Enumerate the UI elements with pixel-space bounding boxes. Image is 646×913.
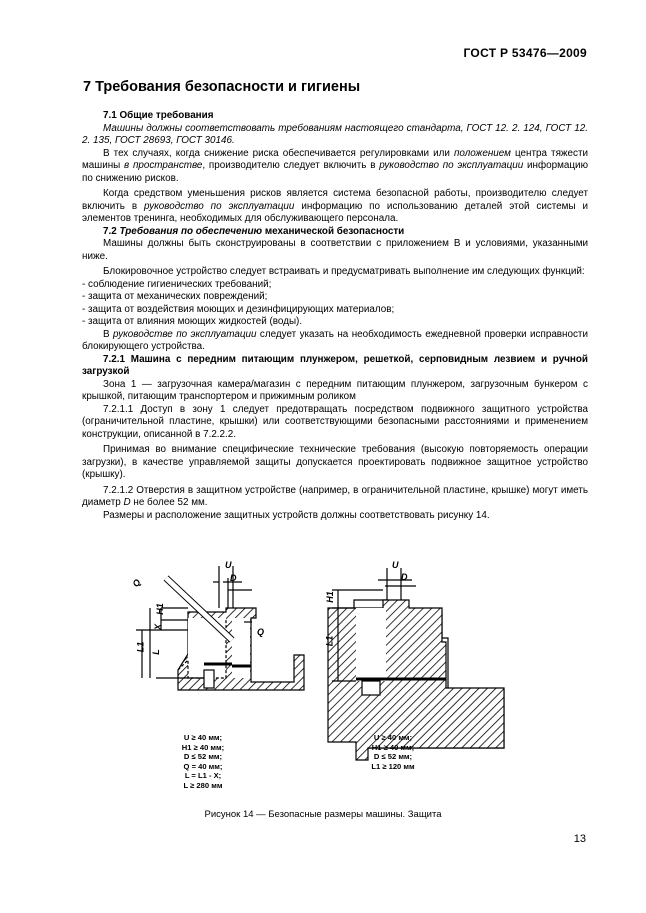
label-u: U (225, 560, 232, 570)
list-item: - защита от воздействия моющих и дезинфицирующих материалов; (82, 303, 395, 315)
label-u-right: U (392, 560, 399, 570)
figure-14 (106, 560, 526, 810)
label-q-small: Q (257, 627, 265, 637)
paragraph: Машины должны быть сконструированы в соответствии с приложением В и условиями, указанными ниже. (82, 238, 588, 262)
paragraph: В тех случаях, когда снижение риска обеспечивается регулировками или положением центра тяжести машины в пространстве, производителю следует включить в руководство по эксплуатации информацию по снижению рисков. (82, 147, 588, 184)
label-l: L (150, 649, 161, 655)
label-x: X (153, 623, 164, 631)
paragraph: Машины должны соответствовать требованиям настоящего стандарта, ГОСТ 12. 2. 124, ГОСТ 12. 2. 135, ГОСТ 28693, ГОСТ 30146. (82, 122, 588, 146)
label-d-right: D (401, 572, 408, 582)
paragraph: В руководстве по эксплуатации следует указать на необходимость ежедневной проверки исправности блокирующего устройства. (82, 328, 588, 352)
paragraph: 7.2.1.2 Отверстия в защитном устройстве (например, в ограничительной пластине, крышке) могут иметь диаметр D не более 52 мм. (82, 484, 588, 508)
label-l1: L1 (135, 641, 146, 653)
label-q: Q (130, 577, 143, 589)
paragraph: Принимая во внимание специфические технические требования (высокую повторяемость операции загрузки), в качестве управляемой защиты допускается проектировать подвижное защитное устройство (крышку). (82, 444, 588, 480)
label-h1-right: H1 (324, 591, 335, 603)
label-h1: H1 (154, 603, 165, 615)
list-item: - защита от влияния моющих жидкостей (воды). (82, 316, 303, 327)
right-dimensions: U ≥ 40 мм; H1 ≥ 40 мм; D ≤ 52 мм; L1 ≥ 120 мм (371, 733, 415, 771)
label-l1-right: L1 (324, 635, 335, 647)
body-text (82, 110, 588, 522)
paragraph: Когда средством уменьшения рисков является система безопасной работы, производителю следует включить в руководство по эксплуатации информацию по использованию деталей этой системы и элементов тренинга, необходимых для обслуживающего персонала. (82, 188, 588, 224)
list-item: - защита от механических повреждений; (82, 291, 268, 302)
figure-caption: Рисунок 14 — Безопасные размеры машины. Защита (204, 809, 442, 820)
left-dimensions: U ≥ 40 мм; H1 ≥ 40 мм; D ≤ 52 мм; Q = 40 мм; L = L1 - X; L ≥ 280 мм (181, 733, 225, 790)
paragraph: Размеры и расположение защитных устройств должны соответствовать рисунку 14. (103, 509, 490, 521)
label-d: D (230, 573, 237, 583)
subsection-7-2-1-title: 7.2.1 Машина с передним питающим плунжером, решеткой, серповидным лезвием и ручной загрузкой (82, 353, 588, 377)
paragraph: 7.2.1.1 Доступ в зону 1 следует предотвращать посредством подвижного защитного устройства (ограничительной пластине, крышки) или соответствующими безопасными расстояниями и применением конструкции, описанной в 7.2.2.2. (82, 403, 588, 440)
right-drawing (328, 568, 504, 760)
list-item: - соблюдение гигиенических требований; (82, 278, 272, 290)
paragraph: Блокировочное устройство следует встраивать и предусматривать выполнение им следующих функций: (103, 266, 585, 277)
subsection-7-2-title: 7.2 Требования по обеспечению механической безопасности (103, 225, 405, 237)
page-number: 13 (573, 833, 586, 845)
standard-header: ГОСТ Р 53476—2009 (463, 46, 587, 60)
section-title: 7 Требования безопасности и гигиены (83, 79, 361, 95)
subsection-7-1-title: 7.1 Общие требования (103, 110, 214, 121)
paragraph: Зона 1 — загрузочная камера/магазин с передним питающим плунжером, загрузочным бункером с крышкой, питающим транспортером и прижимным роликом (82, 378, 588, 402)
